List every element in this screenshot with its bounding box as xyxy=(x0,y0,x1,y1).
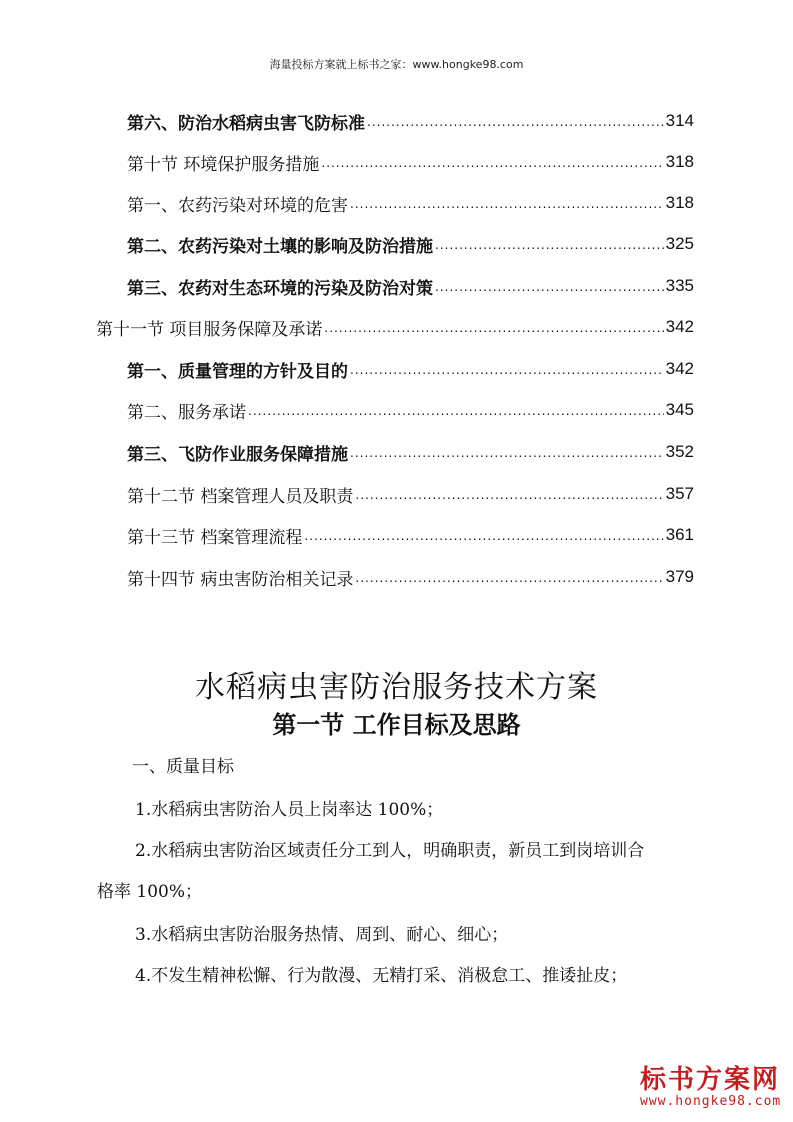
toc-entry-label: 第一、质量管理的方针及目的 xyxy=(127,361,348,382)
toc-entry[interactable] xyxy=(127,437,694,467)
toc-entry[interactable] xyxy=(127,520,694,550)
toc-entry[interactable] xyxy=(127,106,694,136)
toc-entry[interactable] xyxy=(127,271,694,301)
watermark-logo: 标书方案网 xyxy=(640,1065,781,1095)
toc-entry[interactable] xyxy=(96,312,694,342)
toc-entry-label: 第二、服务承诺 xyxy=(127,402,246,423)
subheading: 一、质量目标 xyxy=(132,757,234,777)
toc-entry[interactable] xyxy=(127,395,694,425)
toc-entry[interactable] xyxy=(127,354,694,384)
toc-entry-page: 325 xyxy=(665,234,694,253)
toc-entry-label: 第二、农药污染对土壤的影响及防治措施 xyxy=(127,236,433,257)
toc-leader-dots xyxy=(350,359,664,379)
toc-entry[interactable] xyxy=(127,229,694,259)
toc-entry-label: 第十节 环境保护服务措施 xyxy=(127,154,320,175)
header-note: 海量投标方案就上标书之家：www.hongke98.com xyxy=(269,58,524,71)
goal-item: 2.水稻病虫害防治区域责任分工到人，明确职责，新员工到岗培训合 xyxy=(135,841,645,861)
toc-entry-page: 318 xyxy=(665,193,694,212)
section-title: 第一节 工作目标及思路 xyxy=(272,711,521,739)
toc-leader-dots xyxy=(435,276,664,296)
toc-entry-page: 342 xyxy=(665,317,694,336)
toc-entry-page: 314 xyxy=(665,111,694,130)
goal-item-continuation: 格率 100%； xyxy=(97,882,203,902)
toc-entry-page: 352 xyxy=(665,442,694,461)
toc-leader-dots xyxy=(350,442,664,462)
toc-entry-page: 342 xyxy=(665,359,694,378)
goal-item: 4.不发生精神松懈、行为散漫、无精打采、消极怠工、推诿扯皮； xyxy=(135,966,628,986)
toc-entry-label: 第一、农药污染对环境的危害 xyxy=(127,195,348,216)
toc-entry-page: 357 xyxy=(665,484,694,503)
toc-entry-page: 345 xyxy=(665,400,694,419)
toc-leader-dots xyxy=(355,484,663,504)
toc-entry-label: 第十一节 项目服务保障及承诺 xyxy=(96,319,323,340)
goal-item: 1.水稻病虫害防治人员上岗率达 100%； xyxy=(135,800,444,820)
toc-entry-label: 第十三节 档案管理流程 xyxy=(127,527,303,548)
toc-entry-label: 第十二节 档案管理人员及职责 xyxy=(127,486,354,507)
toc-entry-label: 第三、飞防作业服务保障措施 xyxy=(127,444,348,465)
toc-leader-dots xyxy=(248,400,664,420)
toc-leader-dots xyxy=(350,193,664,213)
toc-entry-label: 第十四节 病虫害防治相关记录 xyxy=(127,569,354,590)
toc-leader-dots xyxy=(367,111,664,131)
toc-leader-dots xyxy=(355,567,663,587)
toc-entry[interactable] xyxy=(127,188,694,218)
toc-leader-dots xyxy=(435,234,664,254)
toc-leader-dots xyxy=(321,152,663,172)
toc-leader-dots xyxy=(324,317,663,337)
toc-entry-page: 379 xyxy=(665,567,694,586)
site-watermark xyxy=(640,1066,780,1110)
toc-leader-dots xyxy=(304,525,663,545)
goal-item: 3.水稻病虫害防治服务热情、周到、耐心、细心； xyxy=(135,925,509,945)
watermark-url: www.hongke98.com xyxy=(640,1094,782,1109)
toc-entry[interactable] xyxy=(127,147,694,177)
toc-entry[interactable] xyxy=(127,562,694,592)
toc-entry-label: 第三、农药对生态环境的污染及防治对策 xyxy=(127,278,433,299)
toc-entry-page: 335 xyxy=(665,276,694,295)
toc-entry-label: 第六、防治水稻病虫害飞防标准 xyxy=(127,113,365,134)
toc-entry-page: 318 xyxy=(665,152,694,171)
document-title: 水稻病虫害防治服务技术方案 xyxy=(195,670,598,705)
toc-entry-page: 361 xyxy=(665,525,694,544)
toc-entry[interactable] xyxy=(127,479,694,509)
